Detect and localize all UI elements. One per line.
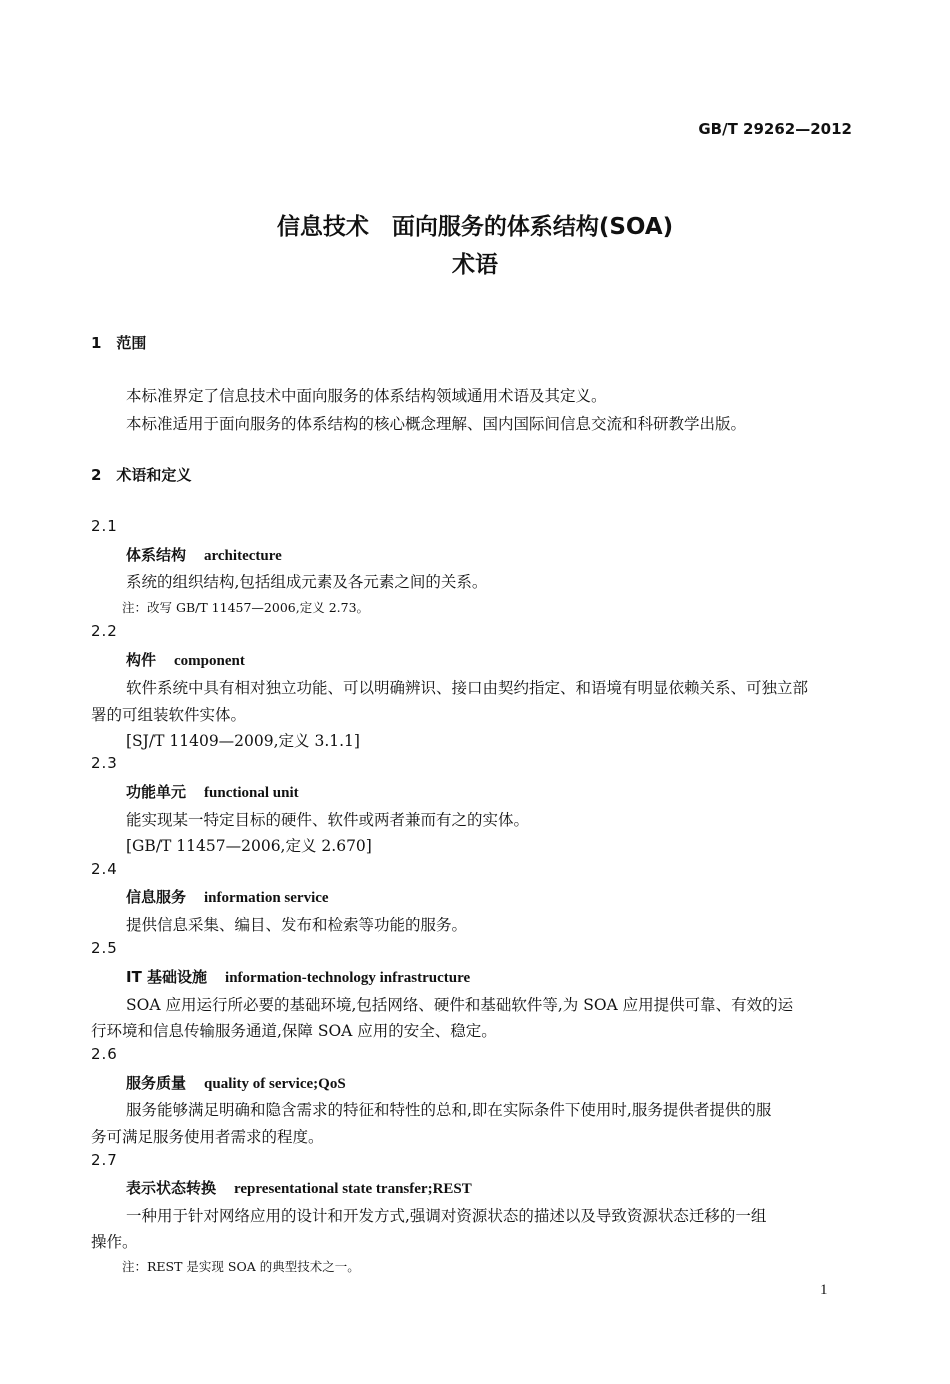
term-english: information-technology infrastructure <box>225 970 471 986</box>
term-number: 2.3 <box>91 754 118 772</box>
term-reference: [SJ/T 11409—2009,定义 3.1.1] <box>126 732 360 750</box>
term-chinese: 体系结构 <box>126 546 187 564</box>
page-number: 1 <box>820 1282 828 1298</box>
term-heading <box>126 544 282 565</box>
term-definition: 软件系统中具有相对独立功能、可以明确辨识、接口由契约指定、和语境有明显依赖关系、可独立部 <box>126 679 809 697</box>
document-subtitle: 术语 <box>452 252 498 278</box>
term-number: 2.2 <box>91 622 118 640</box>
term-chinese: 服务质量 <box>126 1074 187 1092</box>
term-definition-continued: 署的可组装软件实体。 <box>91 706 247 724</box>
term-chinese: 功能单元 <box>126 783 187 801</box>
term-number: 2.1 <box>91 517 118 535</box>
term-definition-continued: 务可满足服务使用者需求的程度。 <box>91 1128 324 1146</box>
term-number: 2.7 <box>91 1151 118 1169</box>
term-definition: 提供信息采集、编目、发布和检索等功能的服务。 <box>126 916 468 934</box>
scope-paragraph-2: 本标准适用于面向服务的体系结构的核心概念理解、国内国际间信息交流和科研教学出版。 <box>126 415 747 433</box>
term-english: functional unit <box>204 785 299 801</box>
term-heading <box>126 886 329 907</box>
scope-paragraph-1: 本标准界定了信息技术中面向服务的体系结构领域通用术语及其定义。 <box>126 387 607 405</box>
document-title: 信息技术 面向服务的体系结构(SOA) <box>276 214 674 240</box>
term-heading <box>126 1177 472 1198</box>
term-definition-continued: 操作。 <box>91 1233 138 1251</box>
term-reference: [GB/T 11457—2006,定义 2.670] <box>126 837 372 855</box>
section-heading-terms: 2 术语和定义 <box>91 466 192 484</box>
term-chinese: IT 基础设施 <box>126 968 208 986</box>
term-definition: 服务能够满足明确和隐含需求的特征和特性的总和,即在实际条件下使用时,服务提供者提供的服 <box>126 1101 772 1119</box>
term-chinese: 信息服务 <box>126 888 187 906</box>
term-chinese: 表示状态转换 <box>126 1179 217 1197</box>
term-definition-continued: 行环境和信息传输服务通道,保障 SOA 应用的安全、稳定。 <box>91 1022 497 1040</box>
term-english: component <box>174 653 245 669</box>
term-definition: SOA 应用运行所必要的基础环境,包括网络、硬件和基础软件等,为 SOA 应用提供可靠、有效的运 <box>126 996 794 1014</box>
term-english: quality of service;QoS <box>204 1076 346 1092</box>
term-number: 2.4 <box>91 860 118 878</box>
term-english: architecture <box>204 548 282 564</box>
term-definition: 一种用于针对网络应用的设计和开发方式,强调对资源状态的描述以及导致资源状态迁移的一组 <box>126 1207 767 1225</box>
term-definition: 系统的组织结构,包括组成元素及各元素之间的关系。 <box>126 573 488 591</box>
term-number: 2.6 <box>91 1045 118 1063</box>
term-number: 2.5 <box>91 939 118 957</box>
term-note: 注：改写 GB/T 11457—2006,定义 2.73。 <box>122 600 370 615</box>
standard-number: GB/T 29262—2012 <box>698 120 852 138</box>
term-heading <box>126 966 470 987</box>
term-heading <box>126 649 245 670</box>
term-heading <box>126 1072 346 1093</box>
term-note: 注：REST 是实现 SOA 的典型技术之一。 <box>122 1259 360 1274</box>
term-heading <box>126 781 299 802</box>
term-english: representational state transfer;REST <box>234 1181 472 1197</box>
term-definition: 能实现某一特定目标的硬件、软件或两者兼而有之的实体。 <box>126 811 530 829</box>
term-chinese: 构件 <box>126 651 157 669</box>
section-heading-scope: 1 范围 <box>91 334 147 352</box>
term-english: information service <box>204 890 329 906</box>
